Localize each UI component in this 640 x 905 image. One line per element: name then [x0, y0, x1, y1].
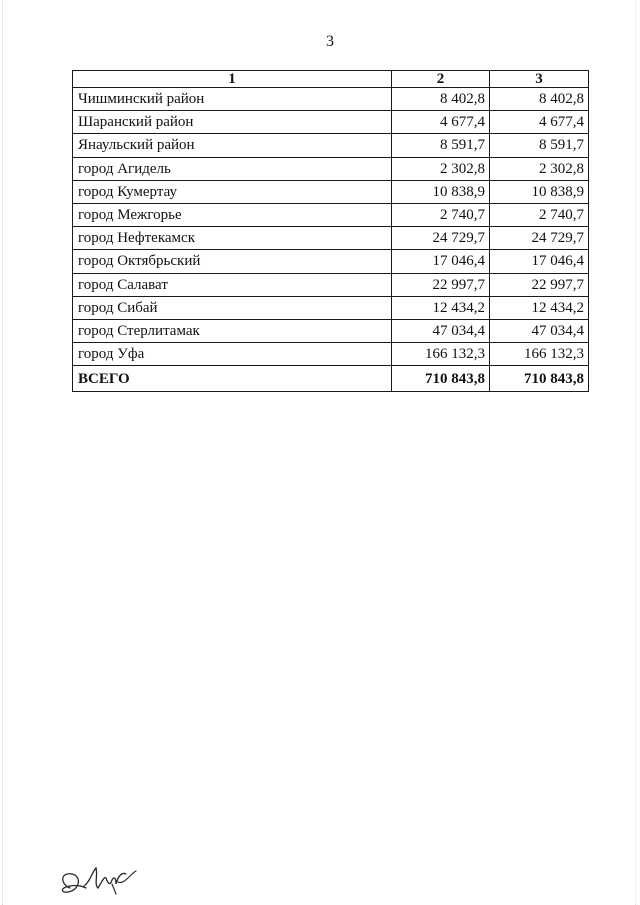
value-col2-cell: 2 740,7: [392, 203, 490, 226]
value-col3-cell: 8 591,7: [490, 134, 589, 157]
table-row: [73, 343, 589, 366]
value-col3-cell: 4 677,4: [490, 111, 589, 134]
table-row: [73, 88, 589, 111]
value-col2-cell: 8 402,8: [392, 88, 490, 111]
value-col3-cell: 2 740,7: [490, 203, 589, 226]
scan-edge-left: [2, 0, 4, 905]
value-col2-cell: 12 434,2: [392, 296, 490, 319]
value-col2-cell: 8 591,7: [392, 134, 490, 157]
table-row: [73, 134, 589, 157]
total-col3-cell: 710 843,8: [490, 366, 589, 392]
value-col3-cell: 24 729,7: [490, 227, 589, 250]
page-number: 3: [326, 33, 334, 50]
value-col3-cell: 166 132,3: [490, 343, 589, 366]
value-col3-cell: 17 046,4: [490, 250, 589, 273]
district-name-cell: город Сибай: [73, 296, 392, 319]
scan-edge-right: [635, 0, 637, 905]
value-col3-cell: 22 997,7: [490, 273, 589, 296]
district-name-cell: Шаранский район: [73, 111, 392, 134]
district-name-cell: город Нефтекамск: [73, 227, 392, 250]
value-col3-cell: 10 838,9: [490, 180, 589, 203]
header-cell-2: 2: [392, 71, 490, 88]
table-total-row: [73, 366, 589, 392]
table-row: [73, 111, 589, 134]
value-col2-cell: 24 729,7: [392, 227, 490, 250]
district-name-cell: город Уфа: [73, 343, 392, 366]
header-cell-1: 1: [73, 71, 392, 88]
value-col3-cell: 8 402,8: [490, 88, 589, 111]
district-name-cell: город Кумертау: [73, 180, 392, 203]
table-row: [73, 157, 589, 180]
table-row: [73, 227, 589, 250]
district-name-cell: город Стерлитамак: [73, 319, 392, 342]
table-row: [73, 180, 589, 203]
table-row: [73, 319, 589, 342]
district-name-cell: Янаульский район: [73, 134, 392, 157]
header-cell-3: 3: [490, 71, 589, 88]
value-col2-cell: 2 302,8: [392, 157, 490, 180]
table-row: [73, 203, 589, 226]
value-col2-cell: 4 677,4: [392, 111, 490, 134]
total-col2-cell: 710 843,8: [392, 366, 490, 392]
table-row: [73, 273, 589, 296]
value-col2-cell: 47 034,4: [392, 319, 490, 342]
value-col2-cell: 10 838,9: [392, 180, 490, 203]
total-label-cell: ВСЕГО: [73, 366, 392, 392]
district-name-cell: город Салават: [73, 273, 392, 296]
table-header-row: [73, 71, 589, 88]
value-col2-cell: 17 046,4: [392, 250, 490, 273]
district-name-cell: город Межгорье: [73, 203, 392, 226]
value-col3-cell: 47 034,4: [490, 319, 589, 342]
signature: [56, 862, 140, 902]
district-name-cell: город Октябрьский: [73, 250, 392, 273]
value-col3-cell: 12 434,2: [490, 296, 589, 319]
district-name-cell: Чишминский район: [73, 88, 392, 111]
budget-table: [72, 70, 589, 392]
table-row: [73, 296, 589, 319]
value-col2-cell: 166 132,3: [392, 343, 490, 366]
table-row: [73, 250, 589, 273]
value-col2-cell: 22 997,7: [392, 273, 490, 296]
district-name-cell: город Агидель: [73, 157, 392, 180]
value-col3-cell: 2 302,8: [490, 157, 589, 180]
